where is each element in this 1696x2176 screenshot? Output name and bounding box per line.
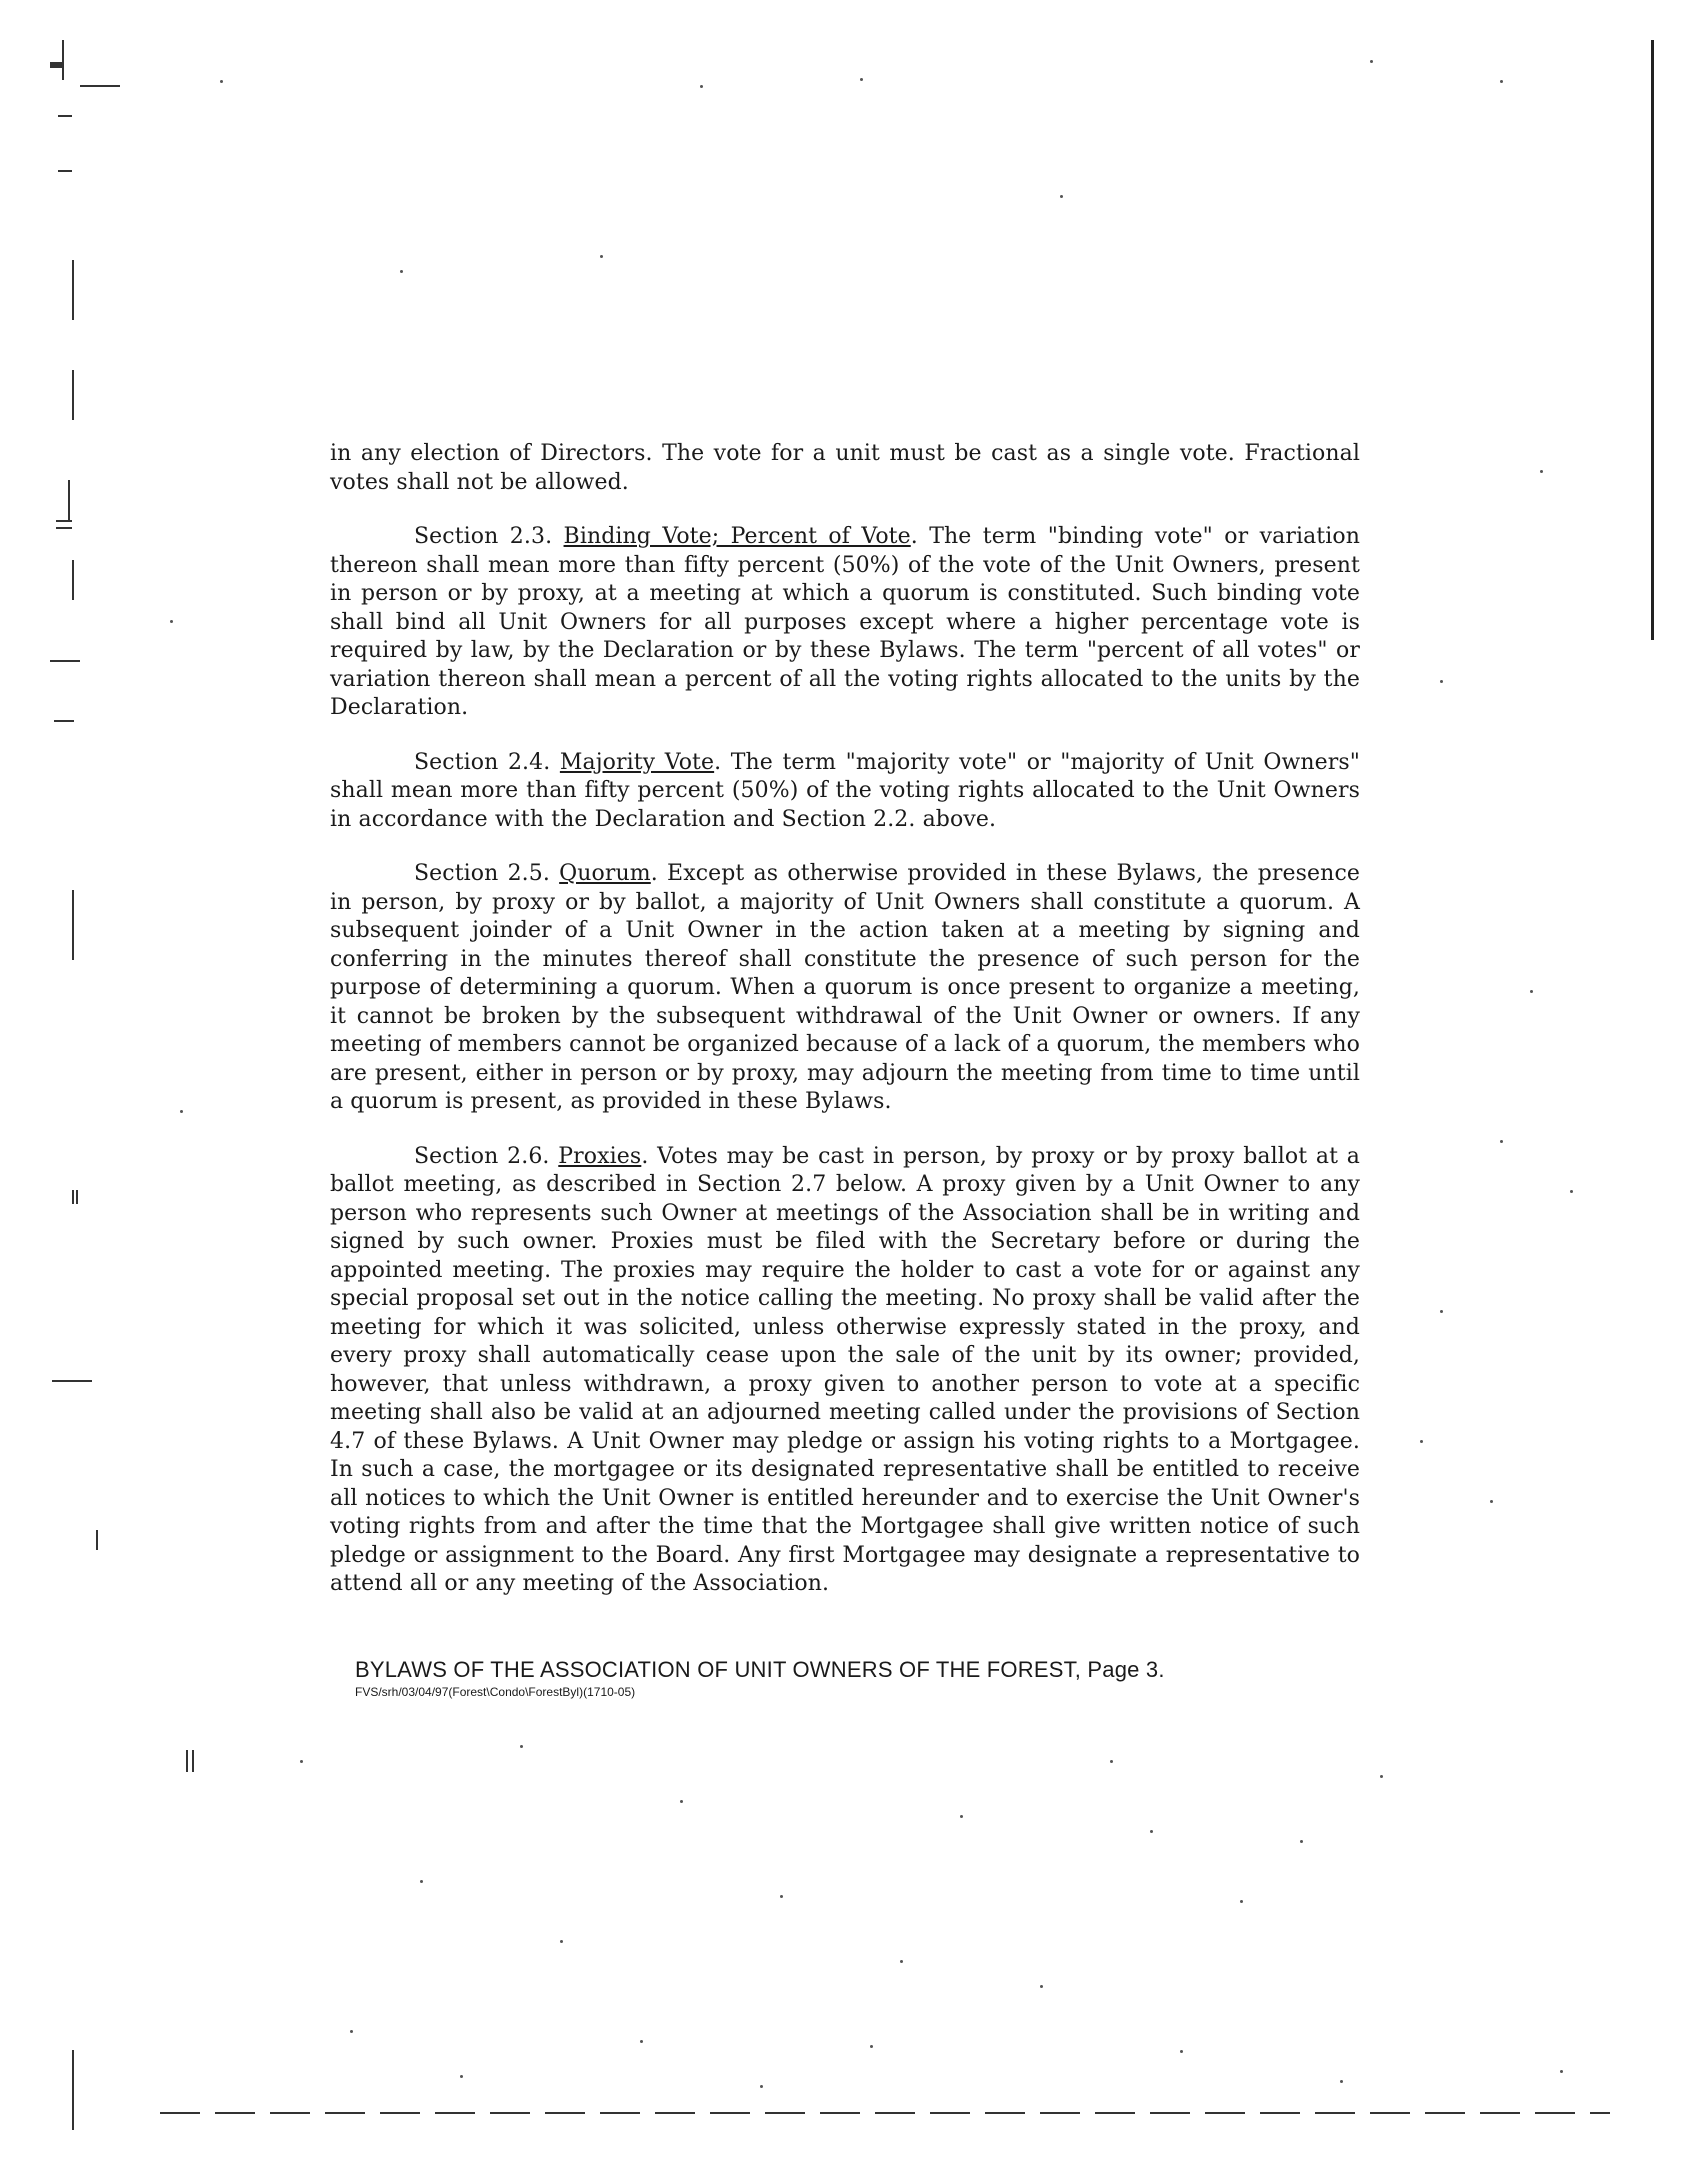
section-body: . The term "binding vote" or variation thereon shall mean more than fifty percent (50%) of the vote of the Unit Owners, present in person or by proxy, at a meeting at which a quorum is constituted. Such binding vote shall bind all Unit Owners for all purposes except where a higher percentage vote is required by law, by the Declaration or by these Bylaws. The term "percent of all votes" or variation thereon shall mean a percent of all the voting rights allocated to the units by the Declaration. [330,524,1360,720]
section-heading: Quorum [559,861,651,886]
section-number: Section 2.6. [414,1143,550,1169]
section-2-6 [330,1143,1360,1599]
page-footer [355,1657,1355,1699]
footer-file-reference: FVS/srh/03/04/97(Forest\Condo\ForestByl)(1710-05) [355,1685,636,1699]
section-body: . The term "majority vote" or "majority of Unit Owners" shall mean more than fifty percent (50%) of the voting rights allocated to the Unit Owners in accordance with the Declaration and Section 2.2. above. [330,749,1360,832]
section-heading: Majority Vote [559,749,715,775]
section-2-5 [330,860,1360,1117]
section-2-3 [330,523,1360,723]
section-body: . Except as otherwise provided in these Bylaws, the presence in person, by proxy or by ballot, a majority of Unit Owners shall constitute a quorum. A subsequent joinder of a Unit Owner in the action taken at a meeting by signing and conferring in the minutes thereof shall constitute the presence of such person for the purpose of determining a quorum. When a quorum is once present to organize a meeting, it cannot be broken by the subsequent withdrawal of the Unit Owner or owners. If any meeting of members cannot be organized because of a lack of a quorum, the members who are present, either in person or by proxy, may adjourn the meeting from time to time until a quorum is present, as provided in these Bylaws. [330,861,1360,1114]
section-heading: Proxies [558,1143,642,1169]
section-heading: Binding Vote; Percent of Vote [563,524,911,549]
continued-paragraph: in any election of Directors. The vote for a unit must be cast as a single vote. Fractional votes shall not be allowed. [330,441,1360,495]
footer-title: BYLAWS OF THE ASSOCIATION OF UNIT OWNERS OF THE FOREST, Page 3. [355,1657,1165,1682]
document-body [330,440,1360,1625]
section-number: Section 2.4. [414,749,551,775]
section-body: . Votes may be cast in person, by proxy or by proxy ballot at a ballot meeting, as described in Section 2.7 below. A proxy given by a Unit Owner to any person who represents such Owner at meetings of the Association shall be in writing and signed by such owner. Proxies must be filed with the Secretary before or during the appointed meeting. The proxies may require the holder to cast a vote for or against any special proposal set out in the notice calling the meeting. No proxy shall be valid after the meeting for which it was solicited, unless otherwise expressly stated in the proxy, and every proxy shall automatically cease upon the sale of the unit by its owner; provided, however, that unless withdrawn, a proxy given to another person to vote at a specific meeting shall also be valid at an adjourned meeting called under the provisions of Section 4.7 of these Bylaws. A Unit Owner may pledge or assign his voting rights to a Mortgagee. In such a case, the mortgagee or its designated representative shall be entitled to receive all notices to which the Unit Owner is entitled hereunder and to exercise the Unit Owner's voting rights from and after the time that the Mortgagee shall give written notice of such pledge or assignment to the Board. Any first Mortgagee may designate a representative to attend all or any meeting of the Association. [330,1143,1360,1596]
section-number: Section 2.3. [414,524,553,549]
section-number: Section 2.5. [414,861,550,886]
section-2-4 [330,749,1360,835]
